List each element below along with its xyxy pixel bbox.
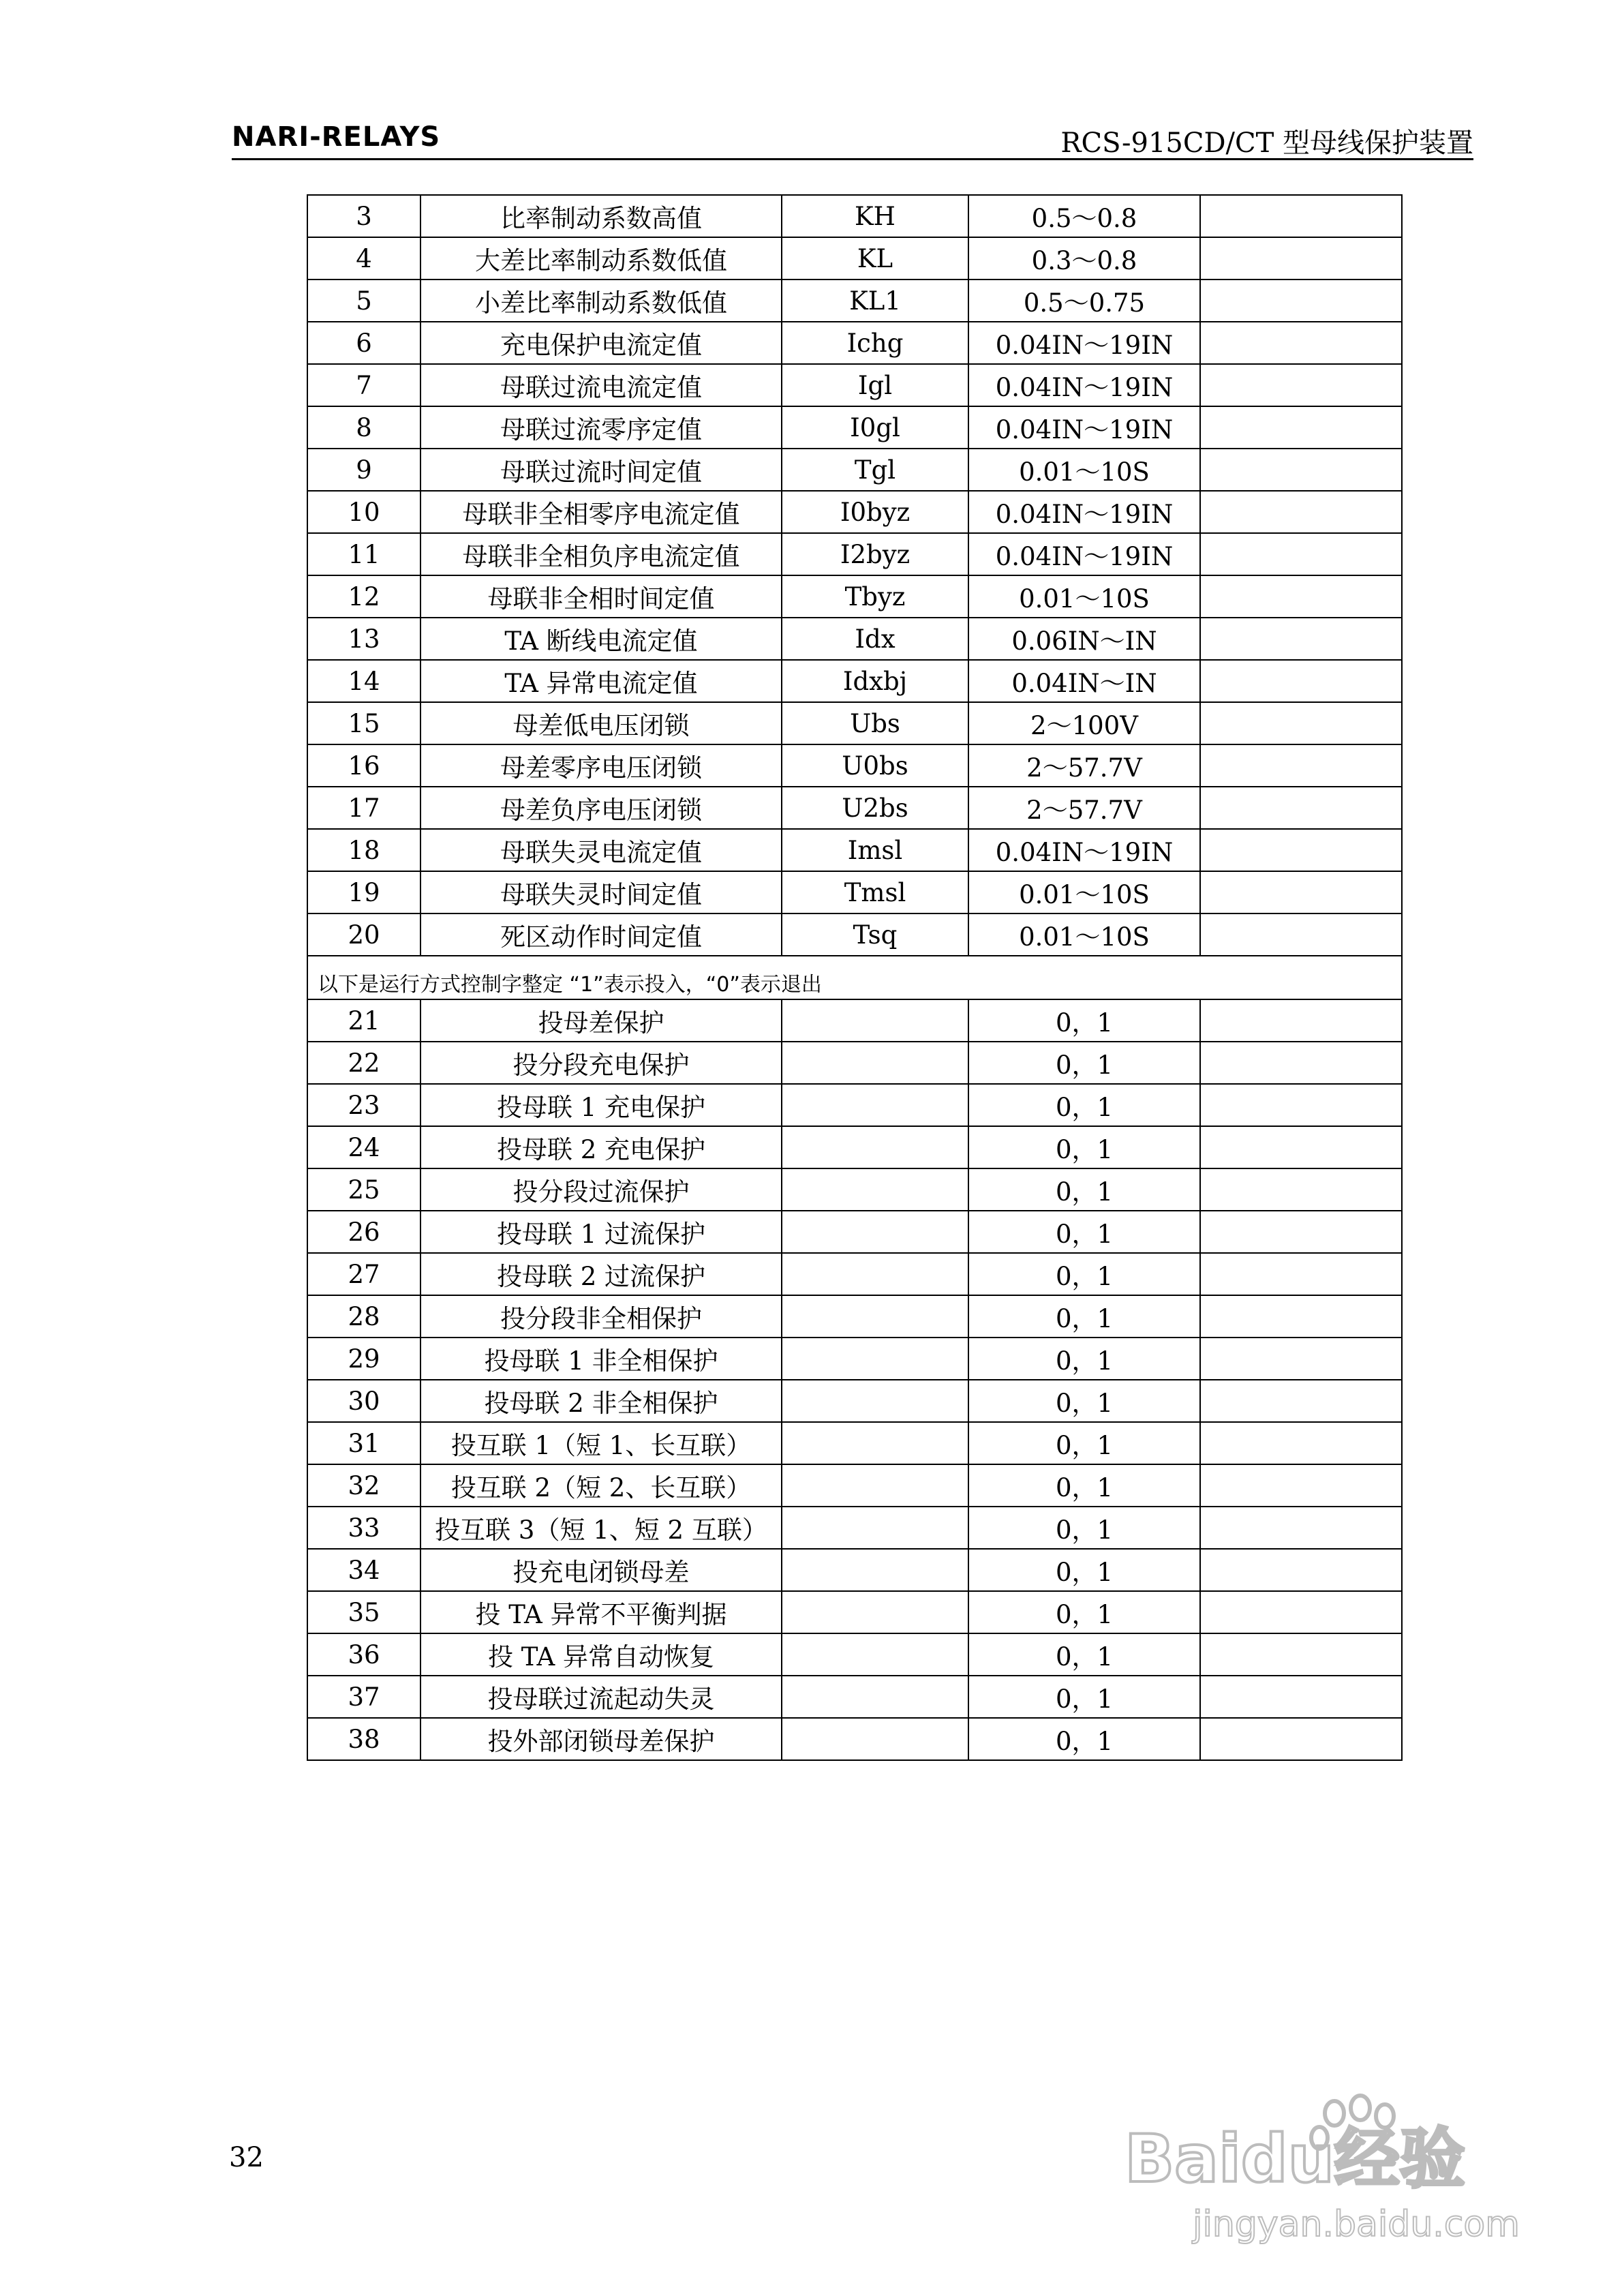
- row-number: 21: [307, 999, 420, 1042]
- control-word-symbol: [782, 1591, 968, 1633]
- control-word-row: [307, 1126, 1402, 1168]
- control-word-symbol: [782, 1253, 968, 1295]
- setting-range: 0.04IN～19IN: [968, 533, 1200, 575]
- control-word-range: 0，1: [968, 1676, 1200, 1718]
- control-word-value: [1200, 1211, 1402, 1253]
- settings-row: [307, 829, 1402, 871]
- control-word-range: 0，1: [968, 1422, 1200, 1464]
- row-number: 3: [307, 195, 420, 237]
- row-number: 22: [307, 1042, 420, 1084]
- control-word-row: [307, 1295, 1402, 1338]
- control-word-value: [1200, 1380, 1402, 1422]
- control-word-range: 0，1: [968, 1633, 1200, 1676]
- setting-name: 母联非全相负序电流定值: [420, 533, 782, 575]
- setting-range: 2～57.7V: [968, 787, 1200, 829]
- row-number: 33: [307, 1507, 420, 1549]
- control-word-row: [307, 1591, 1402, 1633]
- row-number: 34: [307, 1549, 420, 1591]
- header-title: RCS-915CD/CT 型母线保护装置: [1060, 127, 1473, 159]
- control-word-symbol: [782, 1549, 968, 1591]
- control-word-row: [307, 1676, 1402, 1718]
- control-word-name: 投互联 3（短 1、短 2 互联）: [420, 1507, 782, 1549]
- setting-name: 母差低电压闭锁: [420, 702, 782, 744]
- setting-name: 母差负序电压闭锁: [420, 787, 782, 829]
- control-word-value: [1200, 1126, 1402, 1168]
- setting-range: 0.04IN～19IN: [968, 491, 1200, 533]
- control-word-row: [307, 1464, 1402, 1507]
- control-word-name: 投外部闭锁母差保护: [420, 1718, 782, 1760]
- control-word-value: [1200, 1507, 1402, 1549]
- row-number: 17: [307, 787, 420, 829]
- setting-value: [1200, 280, 1402, 322]
- control-word-row: [307, 1168, 1402, 1211]
- row-number: 10: [307, 491, 420, 533]
- header-brand: NARI-RELAYS: [232, 121, 441, 153]
- control-word-row: [307, 1253, 1402, 1295]
- control-word-row: [307, 1380, 1402, 1422]
- row-number: 24: [307, 1126, 420, 1168]
- setting-range: 0.04IN～19IN: [968, 364, 1200, 406]
- row-number: 20: [307, 913, 420, 956]
- section-note-row: [307, 956, 1402, 999]
- settings-row: [307, 913, 1402, 956]
- control-word-name: 投母联过流起动失灵: [420, 1676, 782, 1718]
- row-number: 4: [307, 237, 420, 280]
- settings-row: [307, 195, 1402, 237]
- row-number: 28: [307, 1295, 420, 1338]
- control-word-value: [1200, 1253, 1402, 1295]
- setting-symbol: I0gl: [782, 406, 968, 449]
- control-word-symbol: [782, 1507, 968, 1549]
- control-word-value: [1200, 999, 1402, 1042]
- control-word-range: 0，1: [968, 1042, 1200, 1084]
- control-word-range: 0，1: [968, 1464, 1200, 1507]
- setting-symbol: Ichg: [782, 322, 968, 364]
- row-number: 11: [307, 533, 420, 575]
- settings-row: [307, 491, 1402, 533]
- control-words-table-body: [307, 999, 1402, 1760]
- row-number: 18: [307, 829, 420, 871]
- setting-symbol: I2byz: [782, 533, 968, 575]
- setting-symbol: I0byz: [782, 491, 968, 533]
- control-word-symbol: [782, 1718, 968, 1760]
- setting-range: 0.01～10S: [968, 449, 1200, 491]
- control-word-name: 投分段充电保护: [420, 1042, 782, 1084]
- control-word-row: [307, 1084, 1402, 1126]
- row-number: 19: [307, 871, 420, 913]
- row-number: 8: [307, 406, 420, 449]
- control-word-symbol: [782, 1464, 968, 1507]
- control-word-name: 投互联 1（短 1、长互联）: [420, 1422, 782, 1464]
- setting-range: 0.5～0.75: [968, 280, 1200, 322]
- control-word-value: [1200, 1084, 1402, 1126]
- setting-symbol: Tsq: [782, 913, 968, 956]
- setting-name: 母差零序电压闭锁: [420, 744, 782, 787]
- setting-range: 0.01～10S: [968, 575, 1200, 618]
- setting-value: [1200, 787, 1402, 829]
- row-number: 23: [307, 1084, 420, 1126]
- setting-value: [1200, 364, 1402, 406]
- row-number: 29: [307, 1338, 420, 1380]
- row-number: 9: [307, 449, 420, 491]
- setting-range: 0.04IN～19IN: [968, 829, 1200, 871]
- control-word-symbol: [782, 1633, 968, 1676]
- control-word-range: 0，1: [968, 999, 1200, 1042]
- setting-range: 0.3～0.8: [968, 237, 1200, 280]
- control-word-symbol: [782, 1126, 968, 1168]
- settings-row: [307, 322, 1402, 364]
- setting-name: 大差比率制动系数低值: [420, 237, 782, 280]
- settings-row: [307, 406, 1402, 449]
- control-word-range: 0，1: [968, 1168, 1200, 1211]
- control-word-symbol: [782, 1295, 968, 1338]
- setting-name: 比率制动系数高值: [420, 195, 782, 237]
- setting-range: 0.01～10S: [968, 871, 1200, 913]
- setting-name: 母联失灵电流定值: [420, 829, 782, 871]
- settings-row: [307, 618, 1402, 660]
- row-number: 25: [307, 1168, 420, 1211]
- control-word-value: [1200, 1295, 1402, 1338]
- control-word-row: [307, 1338, 1402, 1380]
- setting-symbol: Tmsl: [782, 871, 968, 913]
- setting-name: 母联过流零序定值: [420, 406, 782, 449]
- setting-symbol: Tbyz: [782, 575, 968, 618]
- control-word-row: [307, 1507, 1402, 1549]
- setting-value: [1200, 829, 1402, 871]
- row-number: 37: [307, 1676, 420, 1718]
- control-word-value: [1200, 1168, 1402, 1211]
- watermark-url-text: jingyan.baidu.com: [1193, 2204, 1520, 2245]
- row-number: 16: [307, 744, 420, 787]
- control-word-symbol: [782, 1168, 968, 1211]
- setting-symbol: KL: [782, 237, 968, 280]
- control-word-symbol: [782, 1084, 968, 1126]
- control-word-value: [1200, 1422, 1402, 1464]
- setting-value: [1200, 744, 1402, 787]
- settings-table-body: [307, 195, 1402, 956]
- setting-range: 0.04IN～19IN: [968, 322, 1200, 364]
- control-word-range: 0，1: [968, 1084, 1200, 1126]
- row-number: 30: [307, 1380, 420, 1422]
- control-word-symbol: [782, 1042, 968, 1084]
- control-word-row: [307, 1633, 1402, 1676]
- control-word-name: 投母联 1 充电保护: [420, 1084, 782, 1126]
- setting-range: 2～100V: [968, 702, 1200, 744]
- settings-row: [307, 237, 1402, 280]
- settings-row: [307, 871, 1402, 913]
- row-number: 31: [307, 1422, 420, 1464]
- control-word-name: 投母差保护: [420, 999, 782, 1042]
- control-word-range: 0，1: [968, 1126, 1200, 1168]
- setting-range: 0.01～10S: [968, 913, 1200, 956]
- control-word-value: [1200, 1549, 1402, 1591]
- setting-name: 母联非全相零序电流定值: [420, 491, 782, 533]
- row-number: 38: [307, 1718, 420, 1760]
- control-word-name: 投分段非全相保护: [420, 1295, 782, 1338]
- setting-range: 0.06IN～IN: [968, 618, 1200, 660]
- setting-name: 母联非全相时间定值: [420, 575, 782, 618]
- row-number: 36: [307, 1633, 420, 1676]
- setting-symbol: U2bs: [782, 787, 968, 829]
- setting-symbol: Tgl: [782, 449, 968, 491]
- settings-row: [307, 364, 1402, 406]
- setting-value: [1200, 195, 1402, 237]
- control-word-symbol: [782, 1676, 968, 1718]
- setting-value: [1200, 575, 1402, 618]
- control-word-range: 0，1: [968, 1211, 1200, 1253]
- control-word-range: 0，1: [968, 1295, 1200, 1338]
- settings-row: [307, 660, 1402, 702]
- control-word-name: 投母联 1 非全相保护: [420, 1338, 782, 1380]
- control-word-name: 投互联 2（短 2、长互联）: [420, 1464, 782, 1507]
- control-word-value: [1200, 1718, 1402, 1760]
- setting-symbol: Ubs: [782, 702, 968, 744]
- setting-range: 2～57.7V: [968, 744, 1200, 787]
- control-word-symbol: [782, 1211, 968, 1253]
- setting-name: 母联过流电流定值: [420, 364, 782, 406]
- settings-row: [307, 449, 1402, 491]
- control-word-range: 0，1: [968, 1718, 1200, 1760]
- setting-value: [1200, 618, 1402, 660]
- settings-row: [307, 702, 1402, 744]
- setting-symbol: KH: [782, 195, 968, 237]
- row-number: 32: [307, 1464, 420, 1507]
- section-note-row-group: [307, 956, 1402, 999]
- setting-value: [1200, 533, 1402, 575]
- setting-value: [1200, 322, 1402, 364]
- control-word-name: 投母联 2 充电保护: [420, 1126, 782, 1168]
- control-word-name: 投母联 1 过流保护: [420, 1211, 782, 1253]
- control-word-symbol: [782, 1338, 968, 1380]
- settings-table: [307, 194, 1403, 1761]
- control-word-value: [1200, 1042, 1402, 1084]
- row-number: 35: [307, 1591, 420, 1633]
- row-number: 12: [307, 575, 420, 618]
- page-number: 32: [229, 2142, 264, 2173]
- control-word-row: [307, 1422, 1402, 1464]
- control-word-value: [1200, 1591, 1402, 1633]
- control-word-name: 投 TA 异常自动恢复: [420, 1633, 782, 1676]
- settings-row: [307, 787, 1402, 829]
- setting-symbol: U0bs: [782, 744, 968, 787]
- control-word-value: [1200, 1338, 1402, 1380]
- control-word-name: 投母联 2 非全相保护: [420, 1380, 782, 1422]
- row-number: 26: [307, 1211, 420, 1253]
- control-word-range: 0，1: [968, 1338, 1200, 1380]
- setting-name: TA 断线电流定值: [420, 618, 782, 660]
- control-word-range: 0，1: [968, 1380, 1200, 1422]
- header-divider: [232, 158, 1473, 160]
- control-word-range: 0，1: [968, 1591, 1200, 1633]
- control-word-row: [307, 999, 1402, 1042]
- settings-row: [307, 533, 1402, 575]
- setting-symbol: Igl: [782, 364, 968, 406]
- row-number: 27: [307, 1253, 420, 1295]
- setting-symbol: Idxbj: [782, 660, 968, 702]
- control-word-symbol: [782, 1380, 968, 1422]
- control-word-value: [1200, 1464, 1402, 1507]
- row-number: 15: [307, 702, 420, 744]
- control-word-value: [1200, 1676, 1402, 1718]
- watermark-logo-text: Baidu经验: [1124, 2121, 1465, 2197]
- control-word-name: 投充电闭锁母差: [420, 1549, 782, 1591]
- control-word-row: [307, 1718, 1402, 1760]
- row-number: 14: [307, 660, 420, 702]
- control-word-row: [307, 1211, 1402, 1253]
- control-word-range: 0，1: [968, 1549, 1200, 1591]
- row-number: 5: [307, 280, 420, 322]
- section-note: 以下是运行方式控制字整定 “1”表示投入，“0”表示退出: [307, 956, 1402, 999]
- setting-value: [1200, 913, 1402, 956]
- control-word-name: 投 TA 异常不平衡判据: [420, 1591, 782, 1633]
- setting-value: [1200, 491, 1402, 533]
- settings-row: [307, 575, 1402, 618]
- setting-symbol: Idx: [782, 618, 968, 660]
- control-word-range: 0，1: [968, 1253, 1200, 1295]
- setting-symbol: Imsl: [782, 829, 968, 871]
- setting-symbol: KL1: [782, 280, 968, 322]
- control-word-symbol: [782, 999, 968, 1042]
- setting-value: [1200, 237, 1402, 280]
- setting-name: 充电保护电流定值: [420, 322, 782, 364]
- row-number: 7: [307, 364, 420, 406]
- setting-name: 母联过流时间定值: [420, 449, 782, 491]
- row-number: 13: [307, 618, 420, 660]
- setting-range: 0.04IN～19IN: [968, 406, 1200, 449]
- setting-name: 死区动作时间定值: [420, 913, 782, 956]
- control-word-row: [307, 1042, 1402, 1084]
- setting-value: [1200, 871, 1402, 913]
- setting-value: [1200, 702, 1402, 744]
- control-word-value: [1200, 1633, 1402, 1676]
- setting-range: 0.5～0.8: [968, 195, 1200, 237]
- setting-value: [1200, 449, 1402, 491]
- control-word-range: 0，1: [968, 1507, 1200, 1549]
- setting-value: [1200, 406, 1402, 449]
- baidu-jingyan-watermark: [1118, 2093, 1554, 2250]
- settings-row: [307, 280, 1402, 322]
- row-number: 6: [307, 322, 420, 364]
- control-word-name: 投母联 2 过流保护: [420, 1253, 782, 1295]
- control-word-symbol: [782, 1422, 968, 1464]
- setting-name: TA 异常电流定值: [420, 660, 782, 702]
- setting-name: 小差比率制动系数低值: [420, 280, 782, 322]
- control-word-name: 投分段过流保护: [420, 1168, 782, 1211]
- setting-range: 0.04IN～IN: [968, 660, 1200, 702]
- settings-row: [307, 744, 1402, 787]
- setting-name: 母联失灵时间定值: [420, 871, 782, 913]
- control-word-row: [307, 1549, 1402, 1591]
- setting-value: [1200, 660, 1402, 702]
